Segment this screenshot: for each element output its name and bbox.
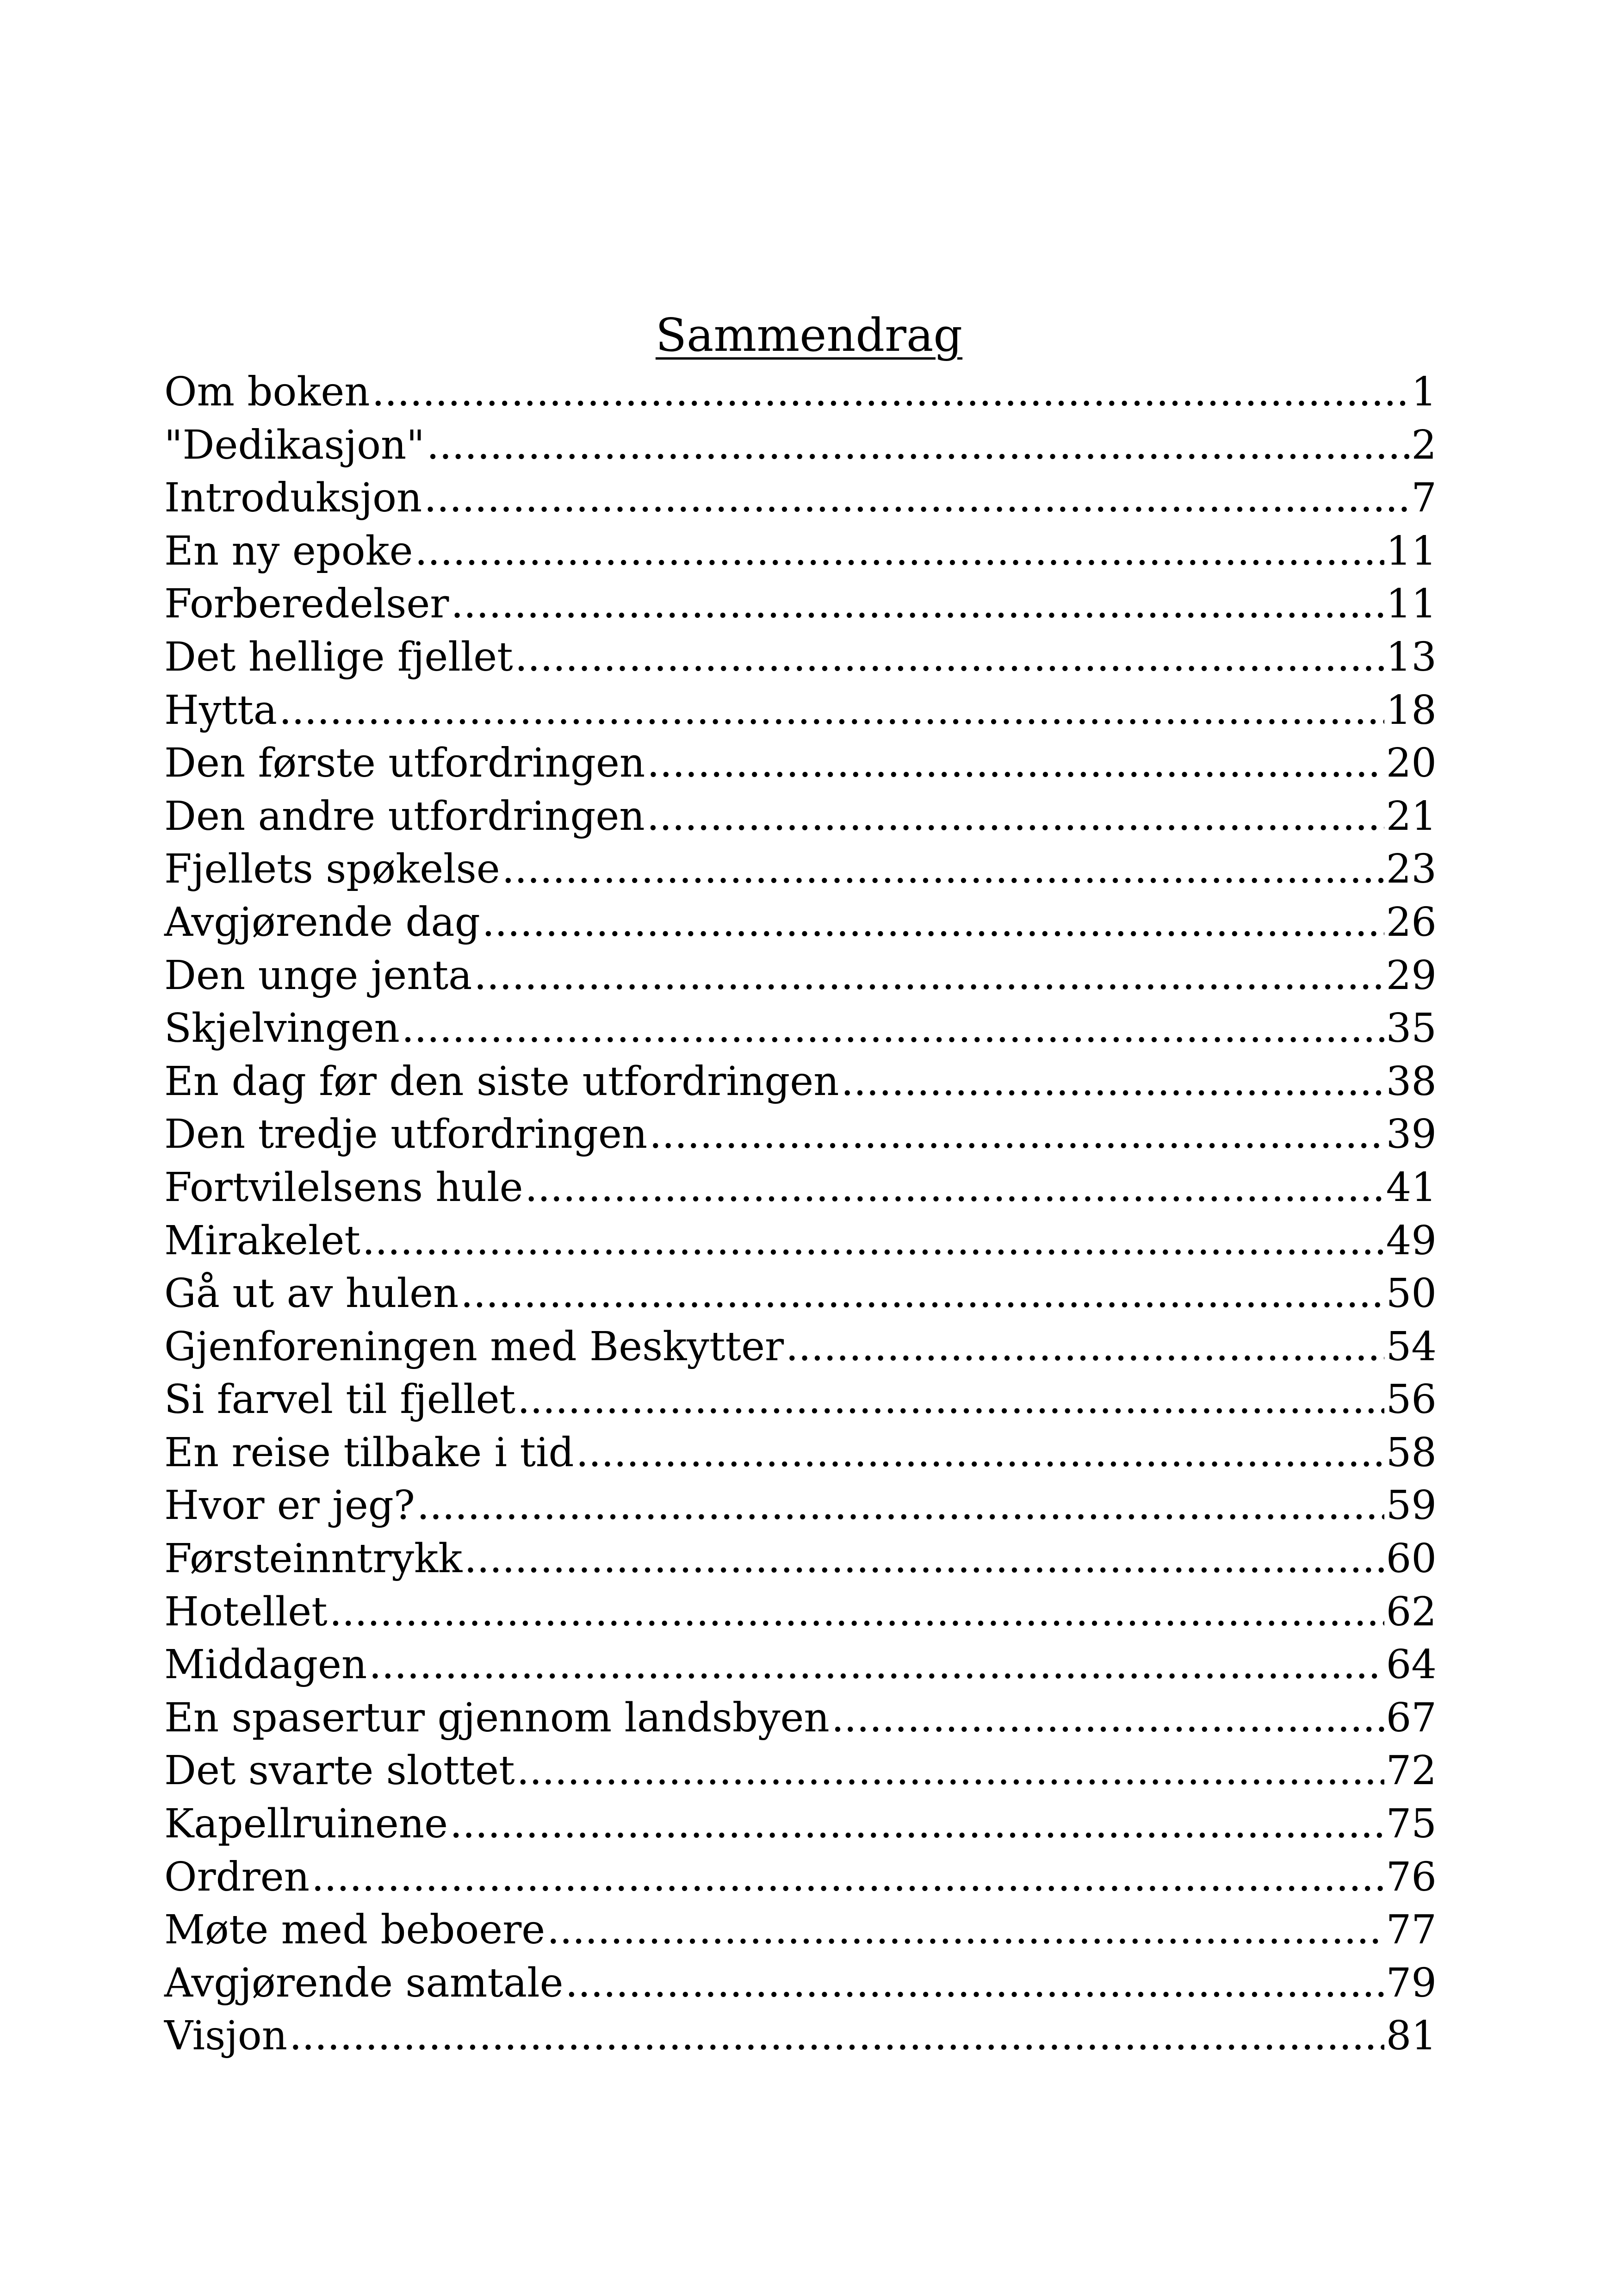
dot-leader: [464, 1532, 1384, 1586]
toc-entry-page-number: 11: [1386, 581, 1437, 628]
dot-leader: [647, 790, 1384, 843]
toc-title: Sammendrag: [655, 309, 963, 362]
toc-entry: [164, 949, 1437, 1002]
toc-entry: [164, 1214, 1437, 1268]
toc-entry-label: Fortvilelsens hule: [164, 1164, 523, 1211]
toc-entry: [164, 1320, 1437, 1374]
toc-entry-page-number: 67: [1386, 1694, 1437, 1741]
toc-entry: [164, 1692, 1437, 1745]
toc-entry-label: Den tredje utfordringen: [164, 1111, 648, 1158]
dot-leader: [647, 737, 1384, 790]
toc-entry-label: En ny epoke: [164, 528, 413, 574]
toc-entry-page-number: 56: [1386, 1376, 1437, 1423]
toc-entry-page-number: 79: [1386, 1960, 1437, 2006]
dot-leader: [831, 1692, 1384, 1745]
toc-entry-label: Gå ut av hulen: [164, 1270, 459, 1317]
toc-entry-label: Introduksjon: [164, 475, 422, 522]
toc-entry: [164, 684, 1437, 737]
toc-entry-page-number: 62: [1386, 1588, 1437, 1635]
dot-leader: [525, 1161, 1384, 1214]
dot-leader: [482, 896, 1384, 949]
toc-entry: [164, 525, 1437, 578]
toc-entry: [164, 1904, 1437, 1957]
toc-entry: [164, 1002, 1437, 1055]
toc-entry-label: Avgjørende dag: [164, 899, 480, 946]
toc-entry-page-number: 41: [1386, 1164, 1437, 1211]
toc-entry-label: Ordren: [164, 1854, 310, 1900]
toc-entry: [164, 366, 1437, 419]
toc-entry-page-number: 81: [1386, 2013, 1437, 2060]
toc-entry-page-number: 1: [1411, 369, 1437, 415]
toc-entry: [164, 790, 1437, 843]
toc-entry-page-number: 72: [1386, 1748, 1437, 1794]
toc-entry: [164, 1586, 1437, 1639]
toc-entry-page-number: 49: [1386, 1217, 1437, 1264]
dot-leader: [451, 578, 1384, 631]
toc-entry-page-number: 20: [1386, 740, 1437, 787]
dot-leader: [362, 1214, 1384, 1268]
toc-entry-label: Det svarte slottet: [164, 1748, 515, 1794]
toc-entry-label: En spasertur gjennom landsbyen: [164, 1694, 830, 1741]
dot-leader: [402, 1002, 1384, 1055]
toc-entry-label: Hotellet: [164, 1588, 328, 1635]
toc-entry: [164, 1798, 1437, 1851]
toc-entry: [164, 896, 1437, 949]
toc-entry-page-number: 13: [1386, 634, 1437, 680]
toc-entry: [164, 419, 1437, 472]
toc-entry: [164, 1638, 1437, 1692]
toc-entry: [164, 1055, 1437, 1108]
dot-leader: [649, 1108, 1384, 1161]
dot-leader: [474, 949, 1384, 1002]
table-of-contents: [164, 366, 1437, 2063]
toc-entry: [164, 1851, 1437, 1904]
toc-entry-label: Hytta: [164, 687, 277, 734]
dot-leader: [460, 1267, 1384, 1320]
toc-entry-page-number: 75: [1386, 1801, 1437, 1848]
dot-leader: [417, 1479, 1384, 1532]
dot-leader: [289, 2010, 1384, 2063]
dot-leader: [517, 1373, 1384, 1426]
toc-entry-page-number: 54: [1386, 1323, 1437, 1370]
toc-entry-label: Den første utfordringen: [164, 740, 645, 787]
toc-entry-label: Visjon: [164, 2013, 288, 2060]
toc-entry-page-number: 77: [1386, 1907, 1437, 1954]
dot-leader: [424, 472, 1409, 525]
toc-entry-label: Møte med beboere: [164, 1907, 546, 1954]
toc-entry: [164, 1479, 1437, 1532]
toc-entry-page-number: 23: [1386, 846, 1437, 893]
toc-entry-page-number: 29: [1386, 952, 1437, 999]
toc-entry: [164, 737, 1437, 790]
dot-leader: [576, 1426, 1384, 1480]
toc-entry: [164, 1957, 1437, 2010]
toc-entry-page-number: 18: [1386, 687, 1437, 734]
toc-entry-label: Hvor er jeg?: [164, 1482, 415, 1529]
toc-entry-label: Skjelvingen: [164, 1005, 400, 1052]
dot-leader: [450, 1798, 1384, 1851]
dot-leader: [517, 1744, 1384, 1798]
toc-entry: [164, 2010, 1437, 2063]
toc-entry-page-number: 39: [1386, 1111, 1437, 1158]
toc-entry-page-number: 26: [1386, 899, 1437, 946]
toc-entry: [164, 1426, 1437, 1480]
toc-entry-label: Forberedelser: [164, 581, 449, 628]
toc-entry: [164, 1744, 1437, 1798]
toc-entry-label: Si farvel til fjellet: [164, 1376, 516, 1423]
toc-entry-label: Avgjørende samtale: [164, 1960, 564, 2006]
toc-entry: [164, 472, 1437, 525]
toc-entry: [164, 1161, 1437, 1214]
toc-entry-page-number: 76: [1386, 1854, 1437, 1900]
dot-leader: [279, 684, 1384, 737]
toc-entry-label: Kapellruinene: [164, 1801, 448, 1848]
dot-leader: [311, 1851, 1384, 1904]
dot-leader: [415, 525, 1384, 578]
toc-entry: [164, 578, 1437, 631]
dot-leader: [786, 1320, 1384, 1374]
toc-entry-page-number: 7: [1411, 475, 1437, 522]
dot-leader: [427, 419, 1409, 472]
toc-entry-page-number: 50: [1386, 1270, 1437, 1317]
toc-entry-label: Fjellets spøkelse: [164, 846, 500, 893]
toc-entry-label: Middagen: [164, 1642, 367, 1688]
toc-entry: [164, 843, 1437, 896]
toc-entry-label: Førsteinntrykk: [164, 1536, 463, 1582]
dot-leader: [547, 1904, 1384, 1957]
toc-entry-label: Mirakelet: [164, 1217, 360, 1264]
toc-entry-page-number: 38: [1386, 1058, 1437, 1105]
toc-entry-page-number: 60: [1386, 1536, 1437, 1582]
toc-entry: [164, 1532, 1437, 1586]
toc-entry-page-number: 35: [1386, 1005, 1437, 1052]
toc-entry-label: Den unge jenta: [164, 952, 472, 999]
toc-entry-label: "Dedikasjon": [164, 422, 425, 468]
toc-entry-page-number: 11: [1386, 528, 1437, 574]
toc-entry: [164, 1267, 1437, 1320]
toc-entry-label: Det hellige fjellet: [164, 634, 513, 680]
toc-entry-page-number: 21: [1386, 793, 1437, 840]
dot-leader: [372, 366, 1410, 419]
toc-entry-label: Gjenforeningen med Beskytter: [164, 1323, 784, 1370]
toc-entry-label: En dag før den siste utfordringen: [164, 1058, 839, 1105]
toc-entry-page-number: 64: [1386, 1642, 1437, 1688]
dot-leader: [502, 843, 1384, 896]
toc-entry-label: Om boken: [164, 369, 370, 415]
toc-entry-label: En reise tilbake i tid: [164, 1429, 574, 1476]
dot-leader: [329, 1586, 1384, 1639]
toc-entry: [164, 1373, 1437, 1426]
toc-entry-page-number: 59: [1386, 1482, 1437, 1529]
dot-leader: [841, 1055, 1384, 1108]
dot-leader: [515, 631, 1384, 684]
toc-entry-label: Den andre utfordringen: [164, 793, 645, 840]
toc-entry-page-number: 2: [1411, 422, 1437, 468]
toc-entry-page-number: 58: [1386, 1429, 1437, 1476]
dot-leader: [369, 1638, 1384, 1692]
toc-entry: [164, 631, 1437, 684]
toc-entry: [164, 1108, 1437, 1161]
dot-leader: [565, 1957, 1384, 2010]
